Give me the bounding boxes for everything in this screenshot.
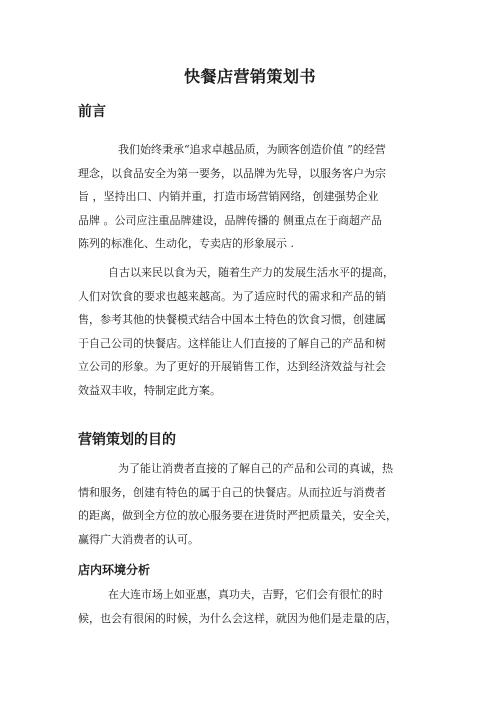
text-line: 候，也会有很闲的时候，为什么会这样，就因为他们是走量的店， xyxy=(78,611,397,625)
paragraph-store-environment xyxy=(78,583,420,630)
text-line: 的距离，做到全方位的放心服务要在进货时严把质量关，安全关， xyxy=(78,509,397,522)
text-line: 人们对饮食的要求也越来越高。为了适应时代的需求和产品的销 xyxy=(78,289,386,303)
text-line: 效益双丰收，特制定此方案。 xyxy=(78,383,221,397)
text-line: 品牌 。公司应注重品牌建设，品牌传播的 侧重点在于商超产品 xyxy=(78,213,382,227)
section-heading-store-environment: 店内环境分析 xyxy=(78,563,151,577)
text-line: 立公司的形象。为了更好的开展销售工作，达到经济效益与社会 xyxy=(78,360,386,373)
text-line: 为了能让消费者直接的了解自己的产品和公司的真诚，热 xyxy=(118,462,393,475)
text-line: 情和服务，创建有特色的属于自己的快餐店。从而拉近与消费者 xyxy=(78,485,386,499)
text-line: 售，参考其他的快餐模式结合中国本土特色的饮食习惯，创建属 xyxy=(78,313,386,326)
text-line: 我们始终秉承“追求卓越品质，为顾客创造价值 ”的经营 xyxy=(118,143,386,156)
text-line: 赢得广大消费者的认可。 xyxy=(78,532,199,546)
paragraph-purpose xyxy=(78,457,420,551)
section-heading-preface: 前言 xyxy=(78,104,106,120)
text-line: 理念，以食品安全为第一要务，以品牌为先导，以服务客户为宗 xyxy=(78,166,386,180)
section-heading-purpose: 营销策划的目的 xyxy=(78,432,176,448)
text-line: 陈列的标准化、生动化，专卖店的形象展示 . xyxy=(78,237,294,250)
text-line: 自古以来民以食为天，随着生产力的发展生活水平的提高， xyxy=(108,266,394,279)
text-line: 于自己公司的快餐店。这样能让人们直接的了解自己的产品和树 xyxy=(78,336,386,350)
paragraph-preface-1 xyxy=(78,138,420,256)
text-line: 在大连市场上如亚惠，真功夫，吉野，它们会有很忙的时 xyxy=(108,588,383,601)
text-line: 旨 ，坚持出口、内销并重，打造市场营销网络，创建强势企业 xyxy=(78,190,379,203)
document-title: 快餐店营销策划书 xyxy=(183,67,316,86)
paragraph-preface-2 xyxy=(78,261,420,402)
